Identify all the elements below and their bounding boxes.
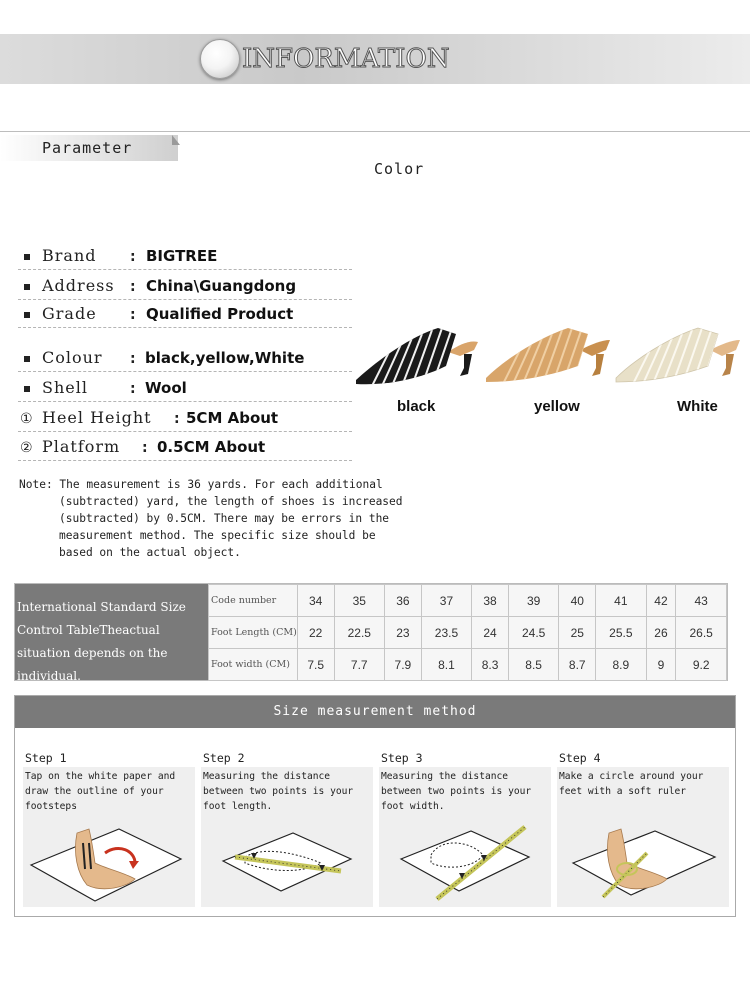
spec-row-colour [18, 344, 352, 372]
step-3 [379, 751, 551, 911]
size-table-caption: International Standard Size Control TableTheactual situation depends on the individual. [17, 600, 186, 683]
parameter-divider [0, 131, 750, 132]
spec-label: Brand [42, 246, 97, 265]
table-row-foot-width [209, 649, 727, 681]
step-panel [201, 767, 373, 907]
spec-colon: : [174, 411, 180, 427]
spec-label: Heel Height [42, 408, 152, 427]
step-4 [557, 751, 729, 911]
table-cell: 23.5 [421, 617, 472, 649]
spec-row-address [18, 272, 352, 300]
table-cell: 35 [334, 585, 385, 617]
spec-colon: : [142, 440, 148, 456]
table-cell: 8.7 [559, 649, 596, 681]
step-panel [557, 767, 729, 907]
table-cell: 22.5 [334, 617, 385, 649]
table-cell: 24.5 [508, 617, 559, 649]
spec-colon: : [130, 381, 136, 397]
table-cell: 8.5 [508, 649, 559, 681]
spec-value: Wool [145, 379, 187, 397]
note-continued: (subtracted) yard, the length of shoes is increased (subtracted) by 0.5CM. There may be errors in the measurement method. The specific size should be based on the actual object. [59, 495, 403, 559]
table-cell: 9.2 [676, 649, 727, 681]
spec-label: Address [42, 276, 115, 295]
step-panel [23, 767, 195, 907]
parameter-tab-corner [172, 135, 180, 145]
color-heading: Color [374, 160, 425, 178]
spec-colon: : [130, 279, 136, 295]
table-cell: 37 [421, 585, 472, 617]
size-grid [208, 584, 727, 681]
shoe-label-yellow: yellow [534, 398, 580, 415]
spec-row-heel-height [18, 404, 352, 432]
spec-row-platform [18, 433, 352, 461]
table-cell: 42 [646, 585, 676, 617]
step-label: Step 3 [381, 751, 423, 765]
shoe-label-white: White [677, 398, 718, 415]
spec-value: China\Guangdong [146, 277, 297, 295]
shoe-image-yellow [484, 316, 618, 396]
step-1 [23, 751, 195, 911]
table-cell: 25 [559, 617, 596, 649]
parameter-title: Parameter [42, 139, 133, 157]
step-description: Measuring the distance between two points is your foot length. [203, 771, 354, 812]
table-cell: 26 [646, 617, 676, 649]
table-cell: 23 [385, 617, 422, 649]
step-2 [201, 751, 373, 911]
spec-colon: : [130, 249, 136, 265]
table-row-foot-length [209, 617, 727, 649]
table-cell: 7.9 [385, 649, 422, 681]
table-cell: 7.5 [297, 649, 334, 681]
step-label: Step 4 [559, 751, 601, 765]
spec-value: Qualified Product [146, 305, 294, 323]
foot-length-illustration [201, 807, 373, 905]
spec-row-brand [18, 242, 352, 270]
spec-colon: : [130, 307, 136, 323]
foot-width-illustration [379, 807, 551, 905]
row-label: Foot width (CM) [209, 649, 298, 681]
table-cell: 34 [297, 585, 334, 617]
spec-label: Shell [42, 378, 88, 397]
foot-circumference-illustration [557, 807, 729, 905]
bullet-icon [24, 312, 30, 318]
spec-value: 0.5CM About [157, 438, 266, 456]
spec-value: BIGTREE [146, 247, 218, 265]
spec-colon: : [130, 351, 136, 367]
spec-value: black,yellow,White [145, 349, 305, 367]
table-cell: 8.1 [421, 649, 472, 681]
table-cell: 25.5 [596, 617, 647, 649]
bullet-icon [24, 284, 30, 290]
table-cell: 8.3 [472, 649, 509, 681]
table-cell: 43 [676, 585, 727, 617]
table-cell: 9 [646, 649, 676, 681]
table-cell: 26.5 [676, 617, 727, 649]
table-cell: 38 [472, 585, 509, 617]
step-label: Step 1 [25, 751, 67, 765]
table-row-code [209, 585, 727, 617]
row-label: Code number [209, 585, 298, 617]
table-cell: 8.9 [596, 649, 647, 681]
table-cell: 7.7 [334, 649, 385, 681]
table-cell: 22 [297, 617, 334, 649]
spec-label: Colour [42, 348, 103, 367]
step-panel [379, 767, 551, 907]
row-label: Foot Length (CM) [209, 617, 298, 649]
bullet-icon [24, 386, 30, 392]
measurement-title: Size measurement method [273, 704, 477, 719]
measurement-header [15, 696, 735, 728]
note-first-line: Note: The measurement is 36 yards. For each additional [19, 478, 383, 491]
step-description: Make a circle around your feet with a soft ruler [559, 771, 704, 797]
bullet-icon [24, 254, 30, 260]
header-banner [0, 34, 750, 84]
size-table-caption-cell [15, 584, 208, 683]
step-label: Step 2 [203, 751, 245, 765]
banner-circle-icon [200, 39, 240, 79]
foot-outline-illustration [23, 807, 195, 905]
step-description: Measuring the distance between two points is your foot width. [381, 771, 532, 812]
number-one-icon: ① [20, 411, 33, 427]
shoe-image-white [614, 316, 748, 396]
number-two-icon: ② [20, 440, 33, 456]
size-table [14, 583, 728, 681]
spec-value: 5CM About [186, 409, 279, 427]
page-title: INFORMATION [242, 44, 450, 74]
table-cell: 36 [385, 585, 422, 617]
table-cell: 24 [472, 617, 509, 649]
step-description: Tap on the white paper and draw the outline of your footsteps [25, 771, 176, 812]
spec-label: Grade [42, 304, 97, 323]
measurement-section [14, 695, 736, 917]
table-cell: 39 [508, 585, 559, 617]
shoe-image-black [352, 316, 486, 396]
shoe-label-black: black [397, 398, 436, 415]
spec-row-grade [18, 300, 352, 328]
table-cell: 40 [559, 585, 596, 617]
bullet-icon [24, 356, 30, 362]
table-cell: 41 [596, 585, 647, 617]
spec-label: Platform [42, 437, 121, 456]
measurement-note [19, 476, 419, 561]
spec-row-shell [18, 374, 352, 402]
